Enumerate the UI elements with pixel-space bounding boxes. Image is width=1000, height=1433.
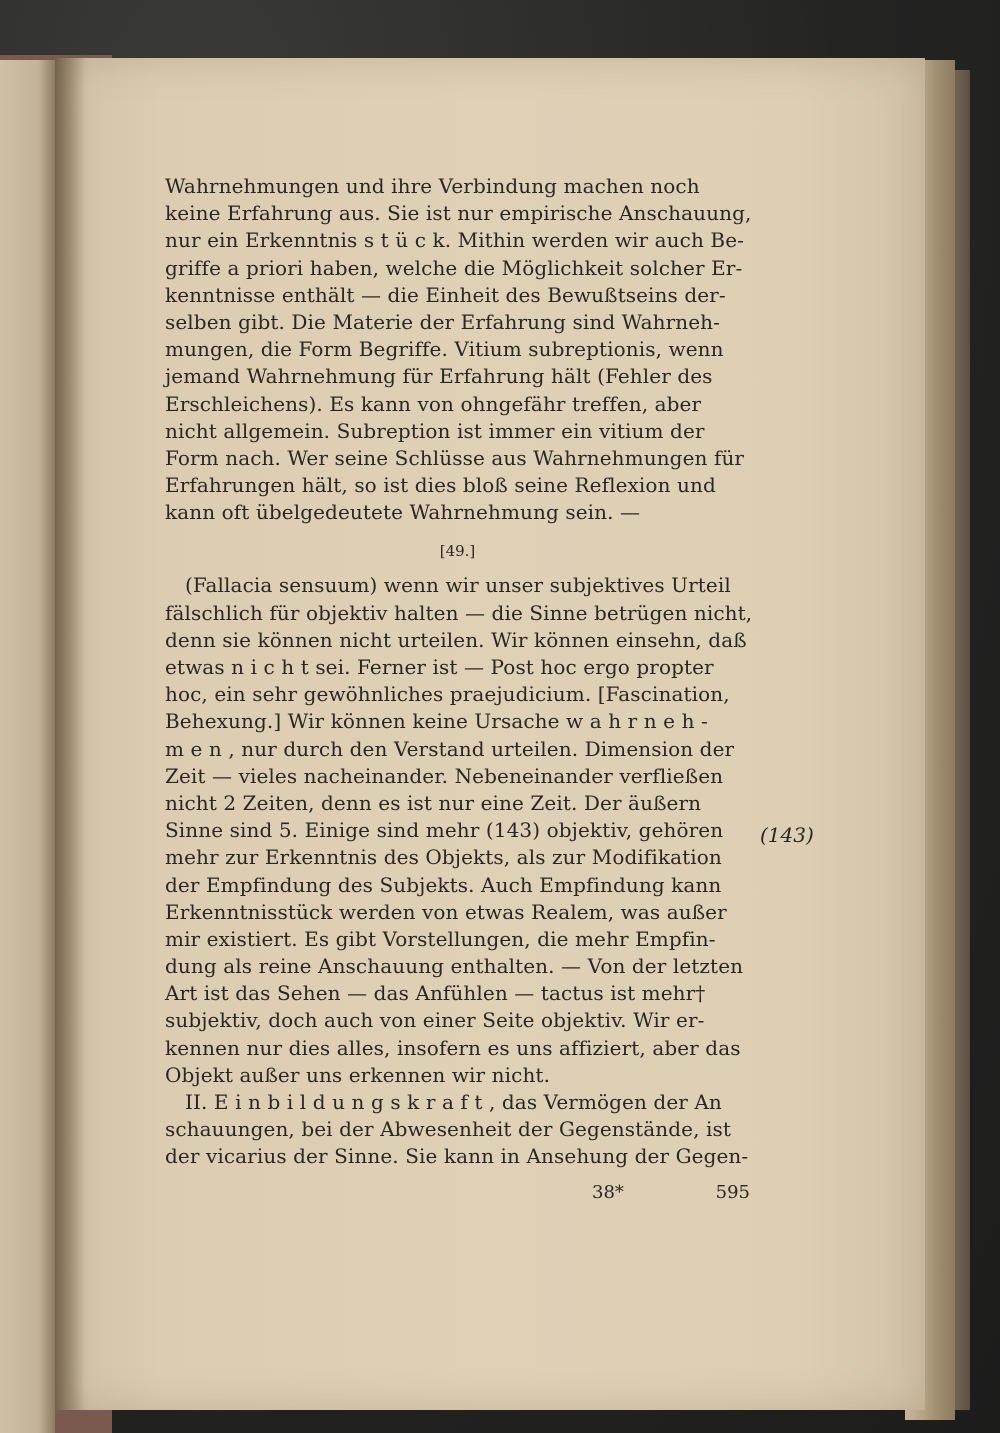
text-line: nicht allgemein. Subreption ist immer ein vitium der: [165, 418, 705, 443]
text-line: fälschlich für objektiv halten — die Sinne betrügen nicht,: [165, 600, 753, 625]
text-line: griffe a priori haben, welche die Möglichkeit solcher Er-: [165, 255, 743, 280]
text-line: Form nach. Wer seine Schlüsse aus Wahrnehmungen für: [165, 445, 745, 470]
page-number: 595: [715, 1182, 750, 1203]
paragraph-2: [165, 572, 753, 1089]
text-line: m e n , nur durch den Verstand urteilen. Dimension der: [165, 736, 735, 761]
left-page-sliver: [0, 60, 55, 1433]
text-line: Art ist das Sehen — das Anfühlen — tactus ist mehr†: [165, 981, 706, 1006]
text-line: der Empfindung des Subjekts. Auch Empfindung kann: [165, 872, 722, 897]
text-line: schauungen, bei der Abwesenheit der Gegenstände, ist: [165, 1117, 732, 1142]
text-line: subjektiv, doch auch von einer Seite objektiv. Wir er-: [165, 1008, 705, 1033]
paragraph-1: [165, 173, 750, 526]
text-line: nur ein Erkenntnis s t ü c k. Mithin werden wir auch Be-: [165, 228, 744, 253]
signature-mark: 38*: [592, 1182, 624, 1203]
text-line: keine Erfahrung aus. Sie ist nur empirische Anschauung,: [165, 201, 752, 226]
text-line: Wahrnehmungen und ihre Verbindung machen noch: [165, 174, 700, 198]
section-reference: [49.]: [439, 542, 476, 561]
text-line: Objekt außer uns erkennen wir nicht.: [165, 1062, 551, 1087]
text-line: mehr zur Erkenntnis des Objekts, als zur Modifikation: [165, 845, 722, 870]
text-line: hoc, ein sehr gewöhnliches praejudicium. [Fascination,: [165, 682, 730, 707]
text-line: Erschleichens). Es kann von ohngefähr treffen, aber: [165, 391, 702, 416]
text-line: kennen nur dies alles, insofern es uns affiziert, aber das: [165, 1035, 741, 1060]
text-line: selben gibt. Die Materie der Erfahrung sind Wahrneh-: [165, 309, 721, 334]
text-line: Sinne sind 5. Einige sind mehr (143) objektiv, gehören: [165, 818, 724, 843]
text-line: mungen, die Form Begriffe. Vitium subreptionis, wenn: [165, 337, 724, 362]
text-line: jemand Wahrnehmung für Erfahrung hält (Fehler des: [165, 364, 713, 389]
text-line: dung als reine Anschauung enthalten. — Von der letzten: [165, 954, 744, 979]
text-line: der vicarius der Sinne. Sie kann in Ansehung der Gegen-: [165, 1144, 749, 1169]
text-line: Behexung.] Wir können keine Ursache w a h r n e h -: [165, 709, 708, 734]
text-line: (Fallacia sensuum) wenn wir unser subjektives Urteil: [185, 573, 731, 598]
paragraph-3: [165, 1089, 750, 1171]
text-line: II. E i n b i l d u n g s k r a f t , das Vermögen der An: [185, 1090, 722, 1114]
text-line: Erkenntnisstück werden von etwas Realem, was außer: [165, 899, 727, 924]
text-line: etwas n i c h t sei. Ferner ist — Post hoc ergo propter: [165, 655, 714, 679]
text-line: kann oft übelgedeutete Wahrnehmung sein. —: [165, 500, 641, 525]
text-line: nicht 2 Zeiten, denn es ist nur eine Zeit. Der äußern: [165, 790, 702, 815]
margin-page-reference: (143): [760, 823, 814, 847]
text-line: Zeit — vieles nacheinander. Nebeneinander verfließen: [165, 763, 724, 788]
text-line: kenntnisse enthält — die Einheit des Bewußtseins der-: [165, 282, 726, 307]
text-line: mir existiert. Es gibt Vorstellungen, die mehr Empfin-: [165, 926, 716, 951]
page-gutter-shadow: [55, 58, 85, 1410]
text-line: denn sie können nicht urteilen. Wir können einsehn, daß: [165, 627, 747, 652]
page-text: [165, 173, 753, 1171]
text-line: Erfahrungen hält, so ist dies bloß seine Reflexion und: [165, 473, 716, 498]
